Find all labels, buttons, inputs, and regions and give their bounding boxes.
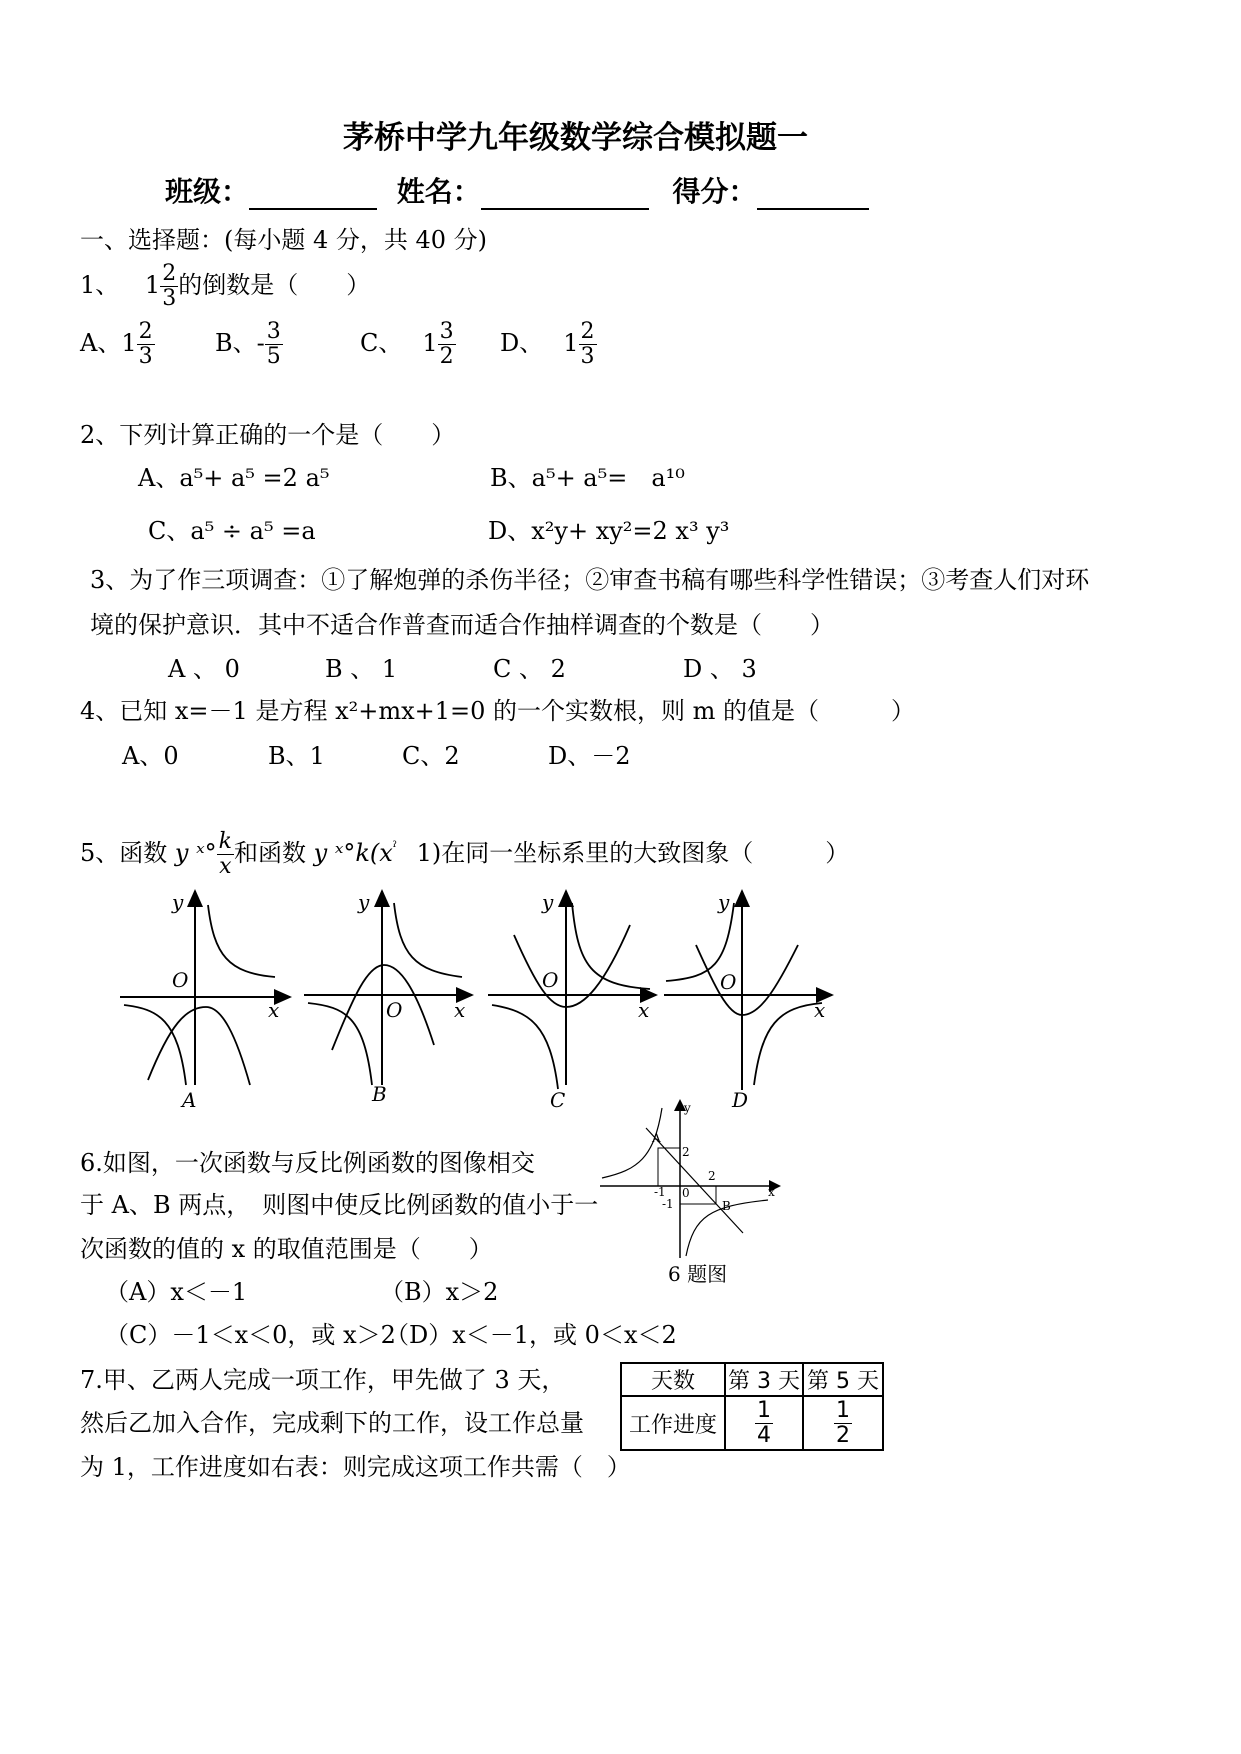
q6-figure [598,1098,788,1283]
svg-text:0: 0 [682,1186,690,1200]
question-1 [80,262,370,311]
q3-option-c[interactable]: C 、 2 [493,655,566,683]
q2-option-b[interactable]: B、a⁵+ a⁵= a¹⁰ [490,464,685,492]
svg-text:x: x [768,1185,775,1199]
q3-option-d[interactable]: D 、 3 [683,655,757,683]
svg-text:-1: -1 [662,1197,674,1211]
question-4: 4、已知 x=－1 是方程 x²+mx+1=0 的一个实数根，则 m 的值是（ ） [80,697,916,725]
question-2: 2、下列计算正确的一个是（ ） [80,421,456,449]
graph-c[interactable] [488,890,656,1112]
score-label: 得分： [672,175,757,208]
graph-d[interactable] [664,890,832,1112]
svg-text:2: 2 [682,1145,690,1159]
q6-figure-caption: 6 题图 [668,1262,728,1286]
svg-text:A: A [182,1088,197,1112]
q6-option-c[interactable]: （C）－1＜x＜0，或 x＞2 [105,1321,396,1349]
q5-graphs [110,885,850,1115]
q1-option-a[interactable]: A、1 $\frac{2}{3}$ [80,319,153,369]
q2-option-c[interactable]: C、a⁵ ÷ a⁵ =a [148,517,316,545]
question-7-line2: 然后乙加入合作，完成剩下的工作，设工作总量 [80,1409,584,1437]
page-title: 茅桥中学九年级数学综合模拟题一 [343,120,808,156]
q2-option-d[interactable]: D、x²y+ xy²=2 x³ y³ [488,517,730,545]
progress-table [620,1362,884,1451]
svg-text:-1: -1 [654,1185,666,1199]
graph-a[interactable] [120,890,290,1112]
question-7-line1: 7.甲、乙两人完成一项工作，甲先做了 3 天， [80,1366,566,1394]
section-heading: 一、选择题：(每小题 4 分，共 40 分) [80,226,488,254]
q1-option-c[interactable]: C、 1 $\frac{3}{2}$ [360,319,454,369]
question-number: 1、 [80,271,120,299]
question-6-line1: 6.如图，一次函数与反比例函数的图像相交 [80,1149,535,1177]
svg-text:B: B [722,1199,731,1213]
q1-option-b[interactable]: B、- $\frac{3}{5}$ [215,319,281,369]
question-5: 5、函数 y ˣ° $\frac{k}{x}$ 和函数 y $ˣ^\circ k(x^ˀ$ 1)在同一坐标系里的大致图象（ ） [80,829,850,879]
table-header: 天数 [621,1363,725,1396]
svg-text:x: x [638,998,650,1022]
question-6-line3: 次函数的值的 x 的取值范围是（ ） [80,1235,493,1263]
q1-option-d[interactable]: D、 1 $\frac{2}{3}$ [500,319,595,369]
svg-text:y: y [542,890,554,914]
table-header: 第 5 天 [803,1363,883,1396]
svg-text:y: y [172,890,184,914]
svg-text:x: x [268,998,280,1022]
graph-b[interactable] [304,890,472,1106]
q6-option-d[interactable]: （D）x＜－1，或 0＜x＜2 [385,1321,677,1349]
svg-text:y: y [358,890,370,914]
q6-option-b[interactable]: （B）x＞2 [380,1278,499,1306]
class-label: 班级： [165,175,250,208]
question-text: 的倒数是（ ） [178,271,371,299]
question-7-line3: 为 1，工作进度如右表：则完成这项工作共需（ ） [80,1453,631,1481]
q4-option-c[interactable]: C、2 [402,742,460,770]
q6-option-a[interactable]: （A）x＜－1 [105,1278,248,1306]
svg-text:O: O [542,968,559,992]
svg-text:A: A [652,1131,661,1145]
fraction: $\frac{2}{3}$ [162,261,177,311]
q4-option-b[interactable]: B、1 [268,742,325,770]
q3-option-b[interactable]: B 、 1 [325,655,398,683]
name-label: 姓名： [396,175,481,208]
name-blank[interactable] [481,176,649,210]
student-info-header [165,170,869,210]
svg-text:2: 2 [708,1169,716,1183]
svg-text:O: O [172,968,189,992]
question-3-line2: 境的保护意识．其中不适合作普查而适合作抽样调查的个数是（ ） [90,611,834,639]
q4-option-d[interactable]: D、－2 [548,742,631,770]
table-header: 第 3 天 [725,1363,803,1396]
table-row-label: 工作进度 [621,1396,725,1450]
table-cell: $\frac{1}{4}$ [725,1396,803,1450]
svg-text:y: y [684,1101,691,1115]
question-3-line1: 3、为了作三项调查：①了解炮弹的杀伤半径；②审查书稿有哪些科学性错误；③考查人们对环 [90,566,1090,594]
score-blank[interactable] [757,176,869,210]
svg-text:O: O [386,998,403,1022]
question-6-line2: 于 A、B 两点， 则图中使反比例函数的值小于一 [80,1191,599,1219]
svg-text:x: x [454,998,466,1022]
class-blank[interactable] [249,176,377,210]
q4-option-a[interactable]: A、0 [122,742,179,770]
svg-text:C: C [550,1088,566,1112]
svg-text:x: x [814,998,826,1022]
mixed-whole: 1 [144,271,161,299]
svg-text:y: y [718,890,730,914]
q3-option-a[interactable]: A 、 0 [168,655,240,683]
q2-option-a[interactable]: A、a⁵+ a⁵ =2 a⁵ [138,464,330,492]
table-cell: $\frac{1}{2}$ [803,1396,883,1450]
svg-text:B: B [372,1082,387,1106]
svg-text:D: D [732,1088,749,1112]
svg-text:O: O [720,970,737,994]
